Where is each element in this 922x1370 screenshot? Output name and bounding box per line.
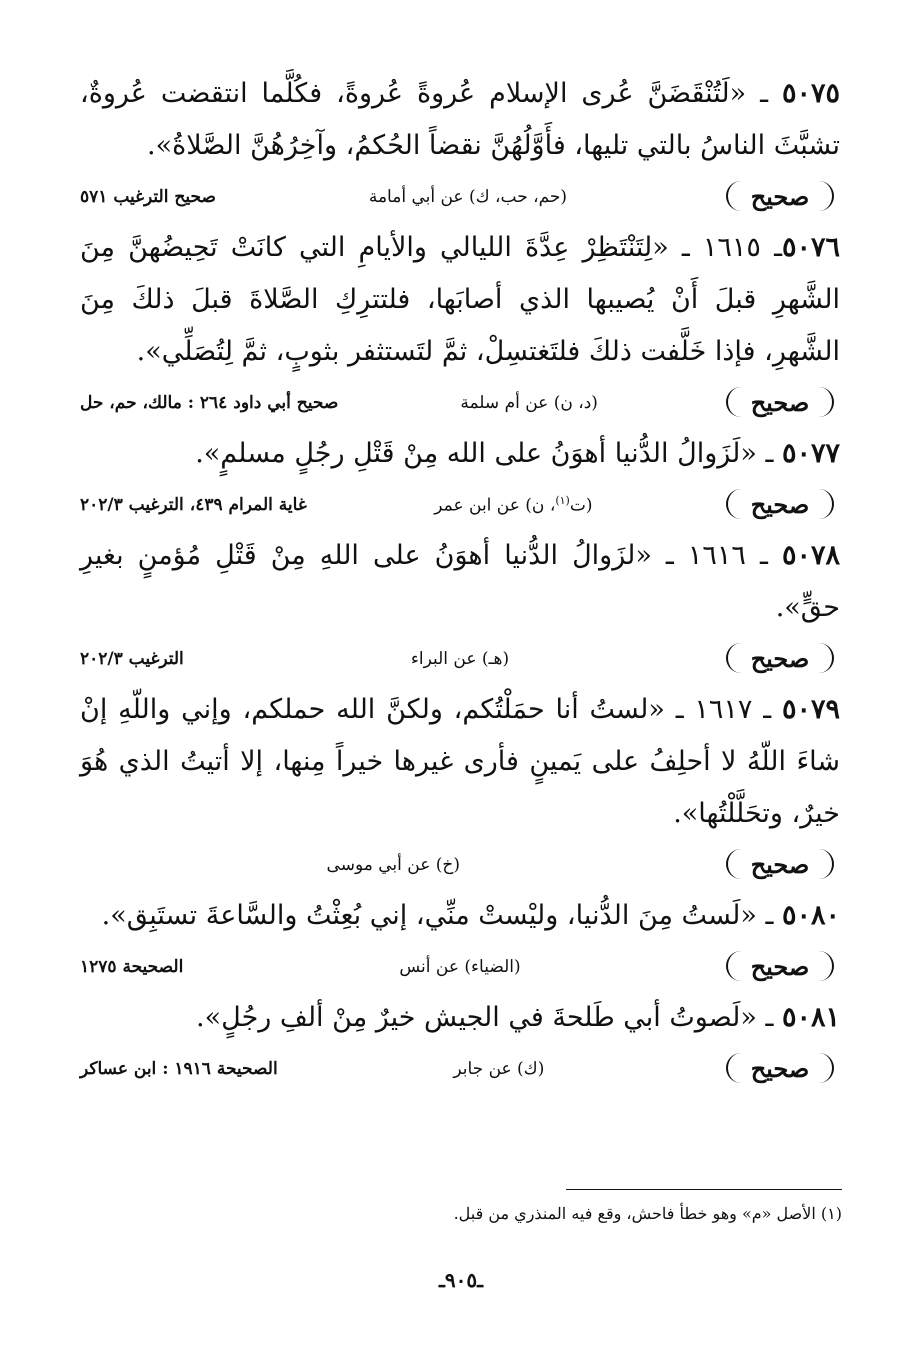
source-line: [80, 840, 840, 890]
reference: الصحيحة ١٢٧٥: [80, 957, 184, 977]
hadith-body: ـ ١٦١٥ ـ «لِتَنْتَظِرْ عِدَّةَ الليالي والأيامِ التي كانَتْ تَحِيضُهنَّ مِنَ الشَّهرِ قبلَ أَنْ يُصيبها الذي أصابَها، فلتترِكِ الصَّلاةَ قبلَ ذلكَ مِنَ الشَّهرِ، فإذا خَلَّفت ذلكَ فلتَغتسِلْ، ثمَّ لتَستثفر بثوبٍ، ثمَّ لِتُصَلِّي».: [80, 232, 840, 367]
hadith-text: [80, 530, 840, 634]
hadith-number: ٥٠٨٠: [781, 900, 840, 931]
hadith-number: ٥٠٧٨: [781, 540, 840, 571]
hadith-number: ٥٠٧٩: [781, 694, 840, 725]
reference: الصحيحة ١٩١٦ : ابن عساكر: [80, 1059, 278, 1079]
narration: [307, 494, 720, 516]
hadith-entry: [80, 684, 840, 890]
grade-badge: صحيح: [720, 483, 840, 527]
grade-badge: صحيح: [720, 843, 840, 887]
narration: (الضياء) عن أنس: [399, 957, 521, 977]
page-number: ـ٩٠٥ـ: [439, 1268, 483, 1292]
reference: صحيح الترغيب ٥٧١: [80, 187, 216, 207]
hadith-entry: [80, 890, 840, 992]
hadith-body: ـ ١٦١٧ ـ «لستُ أنا حمَلْتُكم، ولكنَّ الله حملكم، وإني واللّهِ إنْ شاءَ اللّهُ لا أحلِفُ على يَمينٍ فأرى غيرها خيراً مِنها، إلا أتيتُ الذي هُوَ خيرٌ، وتحَلَّلْتُها».: [80, 694, 840, 829]
narration-part: ، ن) عن ابن عمر: [434, 495, 556, 516]
hadith-number: ٥٠٧٧: [781, 438, 840, 469]
footnote-marker: (١): [555, 494, 570, 508]
hadith-text: [80, 890, 840, 942]
narration: (د، ن) عن أم سلمة: [460, 393, 598, 413]
hadith-number: ٥٠٨١: [781, 1002, 840, 1033]
hadith-body: ـ ١٦١٦ ـ «لزَوالُ الدُّنيا أهوَنُ على اللهِ مِنْ قَتْلِ مُؤمنٍ بغيرِ حقٍّ».: [80, 540, 840, 623]
hadith-text: [80, 68, 840, 172]
narration-part: (ت: [569, 495, 593, 516]
hadith-text: [80, 428, 840, 480]
hadith-entry: [80, 992, 840, 1094]
grade-badge: صحيح: [720, 175, 840, 219]
source-line: [80, 942, 840, 992]
hadith-entry: [80, 68, 840, 222]
hadith-body: ـ «لَتُنْقَضَنَّ عُرى الإسلام عُروةً عُروةً، فكُلَّما انتقضت عُروةٌ، تشبَّثَ الناسُ بالتي تليها، فأَوَّلُهُنَّ نقضاً الحُكمُ، وآخِرُهُنَّ الصَّلاةُ».: [80, 78, 840, 161]
narration: (حم، حب، ك) عن أبي أمامة: [368, 187, 568, 207]
hadith-body: ـ «لَزَوالُ الدُّنيا أهوَنُ على الله مِنْ قَتْلِ رجُلٍ مسلمٍ».: [195, 438, 782, 469]
hadith-entry: [80, 222, 840, 428]
reference: الترغيب ٢٠٢/٣: [80, 649, 184, 669]
source-line: [80, 172, 840, 222]
hadith-entry: [80, 428, 840, 530]
grade-badge: صحيح: [720, 1047, 840, 1091]
hadith-number: ٥٠٧٦: [781, 232, 840, 263]
narration: (هـ) عن البراء: [410, 649, 510, 669]
footnote-divider: [566, 1189, 842, 1190]
hadith-text: [80, 684, 840, 840]
narration: (ك) عن جابر: [453, 1059, 545, 1079]
narration: (خ) عن أبي موسى: [326, 855, 460, 875]
source-line: [80, 480, 840, 530]
source-line: [80, 634, 840, 684]
footnote: (١) الأصل «م» وهو خطأ فاحش، وقع فيه المنذري من قبل.: [453, 1204, 842, 1223]
page-body: [80, 68, 840, 1094]
reference: غاية المرام ٤٣٩، الترغيب ٢٠٢/٣: [80, 495, 307, 515]
grade-badge: صحيح: [720, 637, 840, 681]
hadith-text: [80, 222, 840, 378]
hadith-body: ـ «لَستُ مِنَ الدُّنيا، وليْستْ منِّي، إني بُعِثْتُ والسَّاعةَ تستَبِق».: [101, 900, 782, 931]
grade-badge: صحيح: [720, 945, 840, 989]
hadith-body: ـ «لَصوتُ أبي طَلحةَ في الجيش خيرٌ مِنْ ألفِ رجُلٍ».: [196, 1002, 782, 1033]
hadith-number: ٥٠٧٥: [781, 78, 840, 109]
reference: صحيح أبي داود ٢٦٤ : مالك، حم، حل: [80, 393, 339, 413]
hadith-entry: [80, 530, 840, 684]
source-line: [80, 378, 840, 428]
hadith-text: [80, 992, 840, 1044]
source-line: [80, 1044, 840, 1094]
grade-badge: صحيح: [720, 381, 840, 425]
